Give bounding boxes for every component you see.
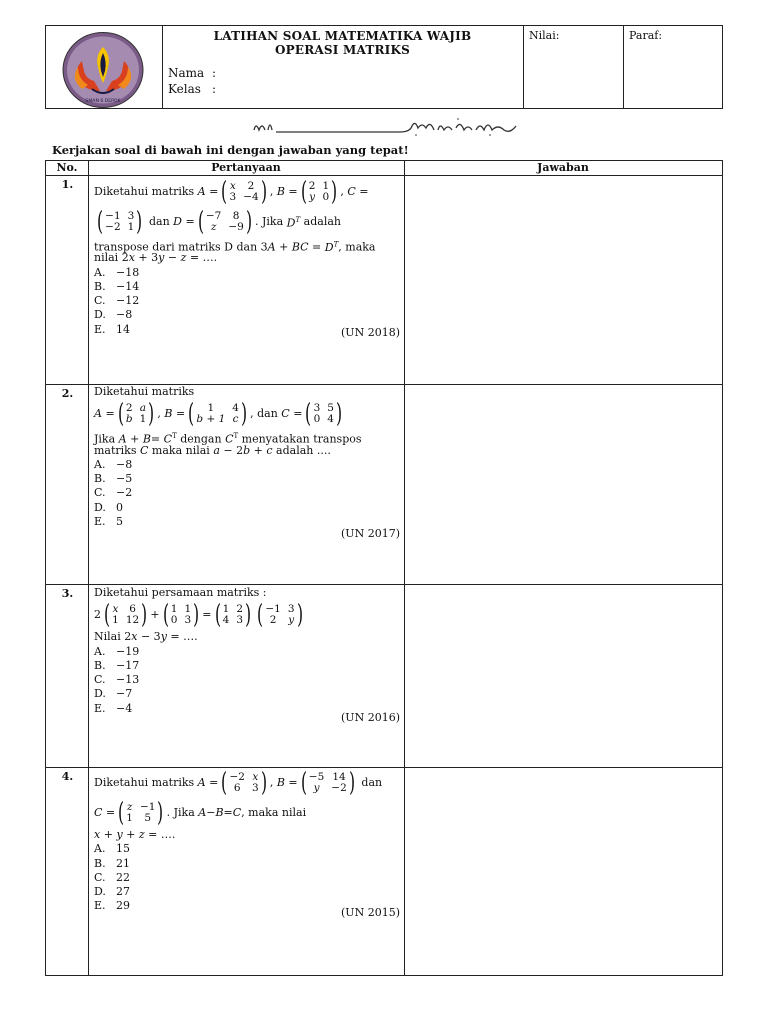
header-answer: Jawaban [537,161,589,174]
option-e[interactable]: E. 29 [94,899,130,913]
worksheet-header [45,25,723,109]
nilai-label: Nilai: [529,29,560,42]
logo-cell [46,26,163,108]
question-number: 4. [61,770,74,783]
worksheet-subtitle: OPERASI MATRIKS [275,43,410,57]
option-d[interactable]: D. 27 [94,885,130,899]
option-d[interactable]: D. −8 [94,308,133,322]
school-logo-icon [62,31,144,109]
header-question: Pertanyaan [211,161,281,174]
question-text: C = ( z −1 1 5 ) . Jika A − B = C , maka nilai [94,798,307,828]
option-e[interactable]: E. 14 [94,322,130,336]
option-b[interactable]: B. 21 [94,856,130,870]
matrix-q: ( 1 2 4 3 ) [214,600,252,631]
nama-colon: : [212,66,217,80]
option-e[interactable]: E. 5 [94,515,123,529]
question-text: Jika $A + B= C^T$ dengan $C^T$ menyatakan transpos [94,432,362,446]
question-text: Diketahui matriks A = ( −2 x 6 3 ) , B = ( −5 14 y −2 ) dan [94,768,383,798]
title-cell [162,26,524,108]
matrix-b: ( −5 14 y −2 ) [300,768,355,798]
kelas-label: Kelas [168,82,201,96]
option-a[interactable]: A. −19 [94,644,140,658]
option-d[interactable]: D. −7 [94,687,133,701]
nilai-box [523,26,624,108]
question-text: Diketahui matriks [94,385,195,398]
option-b[interactable]: B. −5 [94,472,133,486]
matrix-c: ( −1 3 −2 1 ) [97,207,143,237]
question-2 [94,385,400,540]
matrix-a: ( x 2 3 −4 ) [221,177,267,207]
question-number: 3. [61,587,74,600]
matrix-x: ( x 6 1 12 ) [104,600,148,631]
question-text: x + y + z = …. [94,828,176,841]
question-number: 1. [61,178,74,191]
row-divider [46,584,722,585]
question-source: (UN 2015) [341,906,400,919]
kelas-field [168,82,217,96]
option-a[interactable]: A. −18 [94,265,140,279]
matrix-b: ( 2 1 y 0 ) [300,177,338,207]
worksheet-title: LATIHAN SOAL MATEMATIKA WAJIB [213,29,472,43]
logo-text: SMAN 6 DEPOK [85,99,121,104]
paraf-label: Paraf: [629,29,663,42]
question-3 [94,586,400,724]
option-c[interactable]: C. −13 [94,673,140,687]
question-text: nilai 2x + 3y − z = …. [94,251,218,265]
question-text: matriks C maka nilai a − 2b + c adalah .... [94,443,331,457]
question-text: ( −1 3 −2 1 ) dan D = ( −7 8 z −9 ) . Jika $D^T$ adalah [94,207,400,237]
option-b[interactable]: B. −14 [94,279,140,293]
question-text: Diketahui persamaan matriks : [94,586,267,599]
question-number: 2. [61,387,74,400]
question-source: (UN 2018) [341,326,400,339]
nama-label: Nama [168,66,205,80]
matrix-a: ( −2 x 6 3 ) [221,768,267,798]
matrix-c: ( 3 5 0 4 ) [305,399,343,430]
question-1 [94,177,400,337]
basmalah-calligraphy-icon [250,116,520,138]
question-source: (UN 2016) [341,711,400,724]
question-text: Nilai 2x − 3y = …. [94,630,198,644]
option-c[interactable]: C. −2 [94,486,133,500]
column-divider [88,161,89,975]
row-divider [46,175,722,176]
nama-field [168,66,217,80]
instruction-text: Kerjakan soal di bawah ini dengan jawaban yang tepat! [52,143,409,157]
question-4 [94,768,400,919]
matrix-c: ( z −1 1 5 ) [118,798,164,828]
paraf-box [623,26,724,108]
matrix-p: ( 1 1 0 3 ) [162,600,200,631]
option-c[interactable]: C. −12 [94,294,140,308]
question-text: transpose dari matriks D dan 3A + BC = $D^T$, maka [94,240,376,254]
option-c[interactable]: C. 22 [94,870,130,884]
question-text: Diketahui matriks A = ( x 2 3 −4 ) , B = ( 2 1 y 0 ) , C = [94,177,369,207]
question-table [45,160,723,976]
option-b[interactable]: B. −17 [94,658,140,672]
question-text: 2 ( x 6 1 12 ) + ( 1 1 0 3 ) = ( 1 2 4 3 ) ( −1 3 2 y ) [94,600,400,630]
matrix-a: ( 2 a b 1 ) [117,399,155,430]
option-a[interactable]: A. −8 [94,457,133,471]
matrix-r: ( −1 3 2 y ) [257,600,303,631]
option-d[interactable]: D. 0 [94,500,123,514]
column-divider [404,161,405,975]
question-source: (UN 2017) [341,527,400,540]
option-e[interactable]: E. −4 [94,701,133,715]
option-a[interactable]: A. 15 [94,842,130,856]
header-no: No. [56,161,78,174]
matrix-b: ( 1 4 b + 1 c ) [188,399,248,430]
kelas-colon: : [212,82,217,96]
matrix-d: ( −7 8 z −9 ) [197,207,252,237]
question-text: A = ( 2 a b 1 ) , B = ( 1 4 b + 1 c ) , dan C = ( 3 5 0 4 ) [94,399,400,429]
